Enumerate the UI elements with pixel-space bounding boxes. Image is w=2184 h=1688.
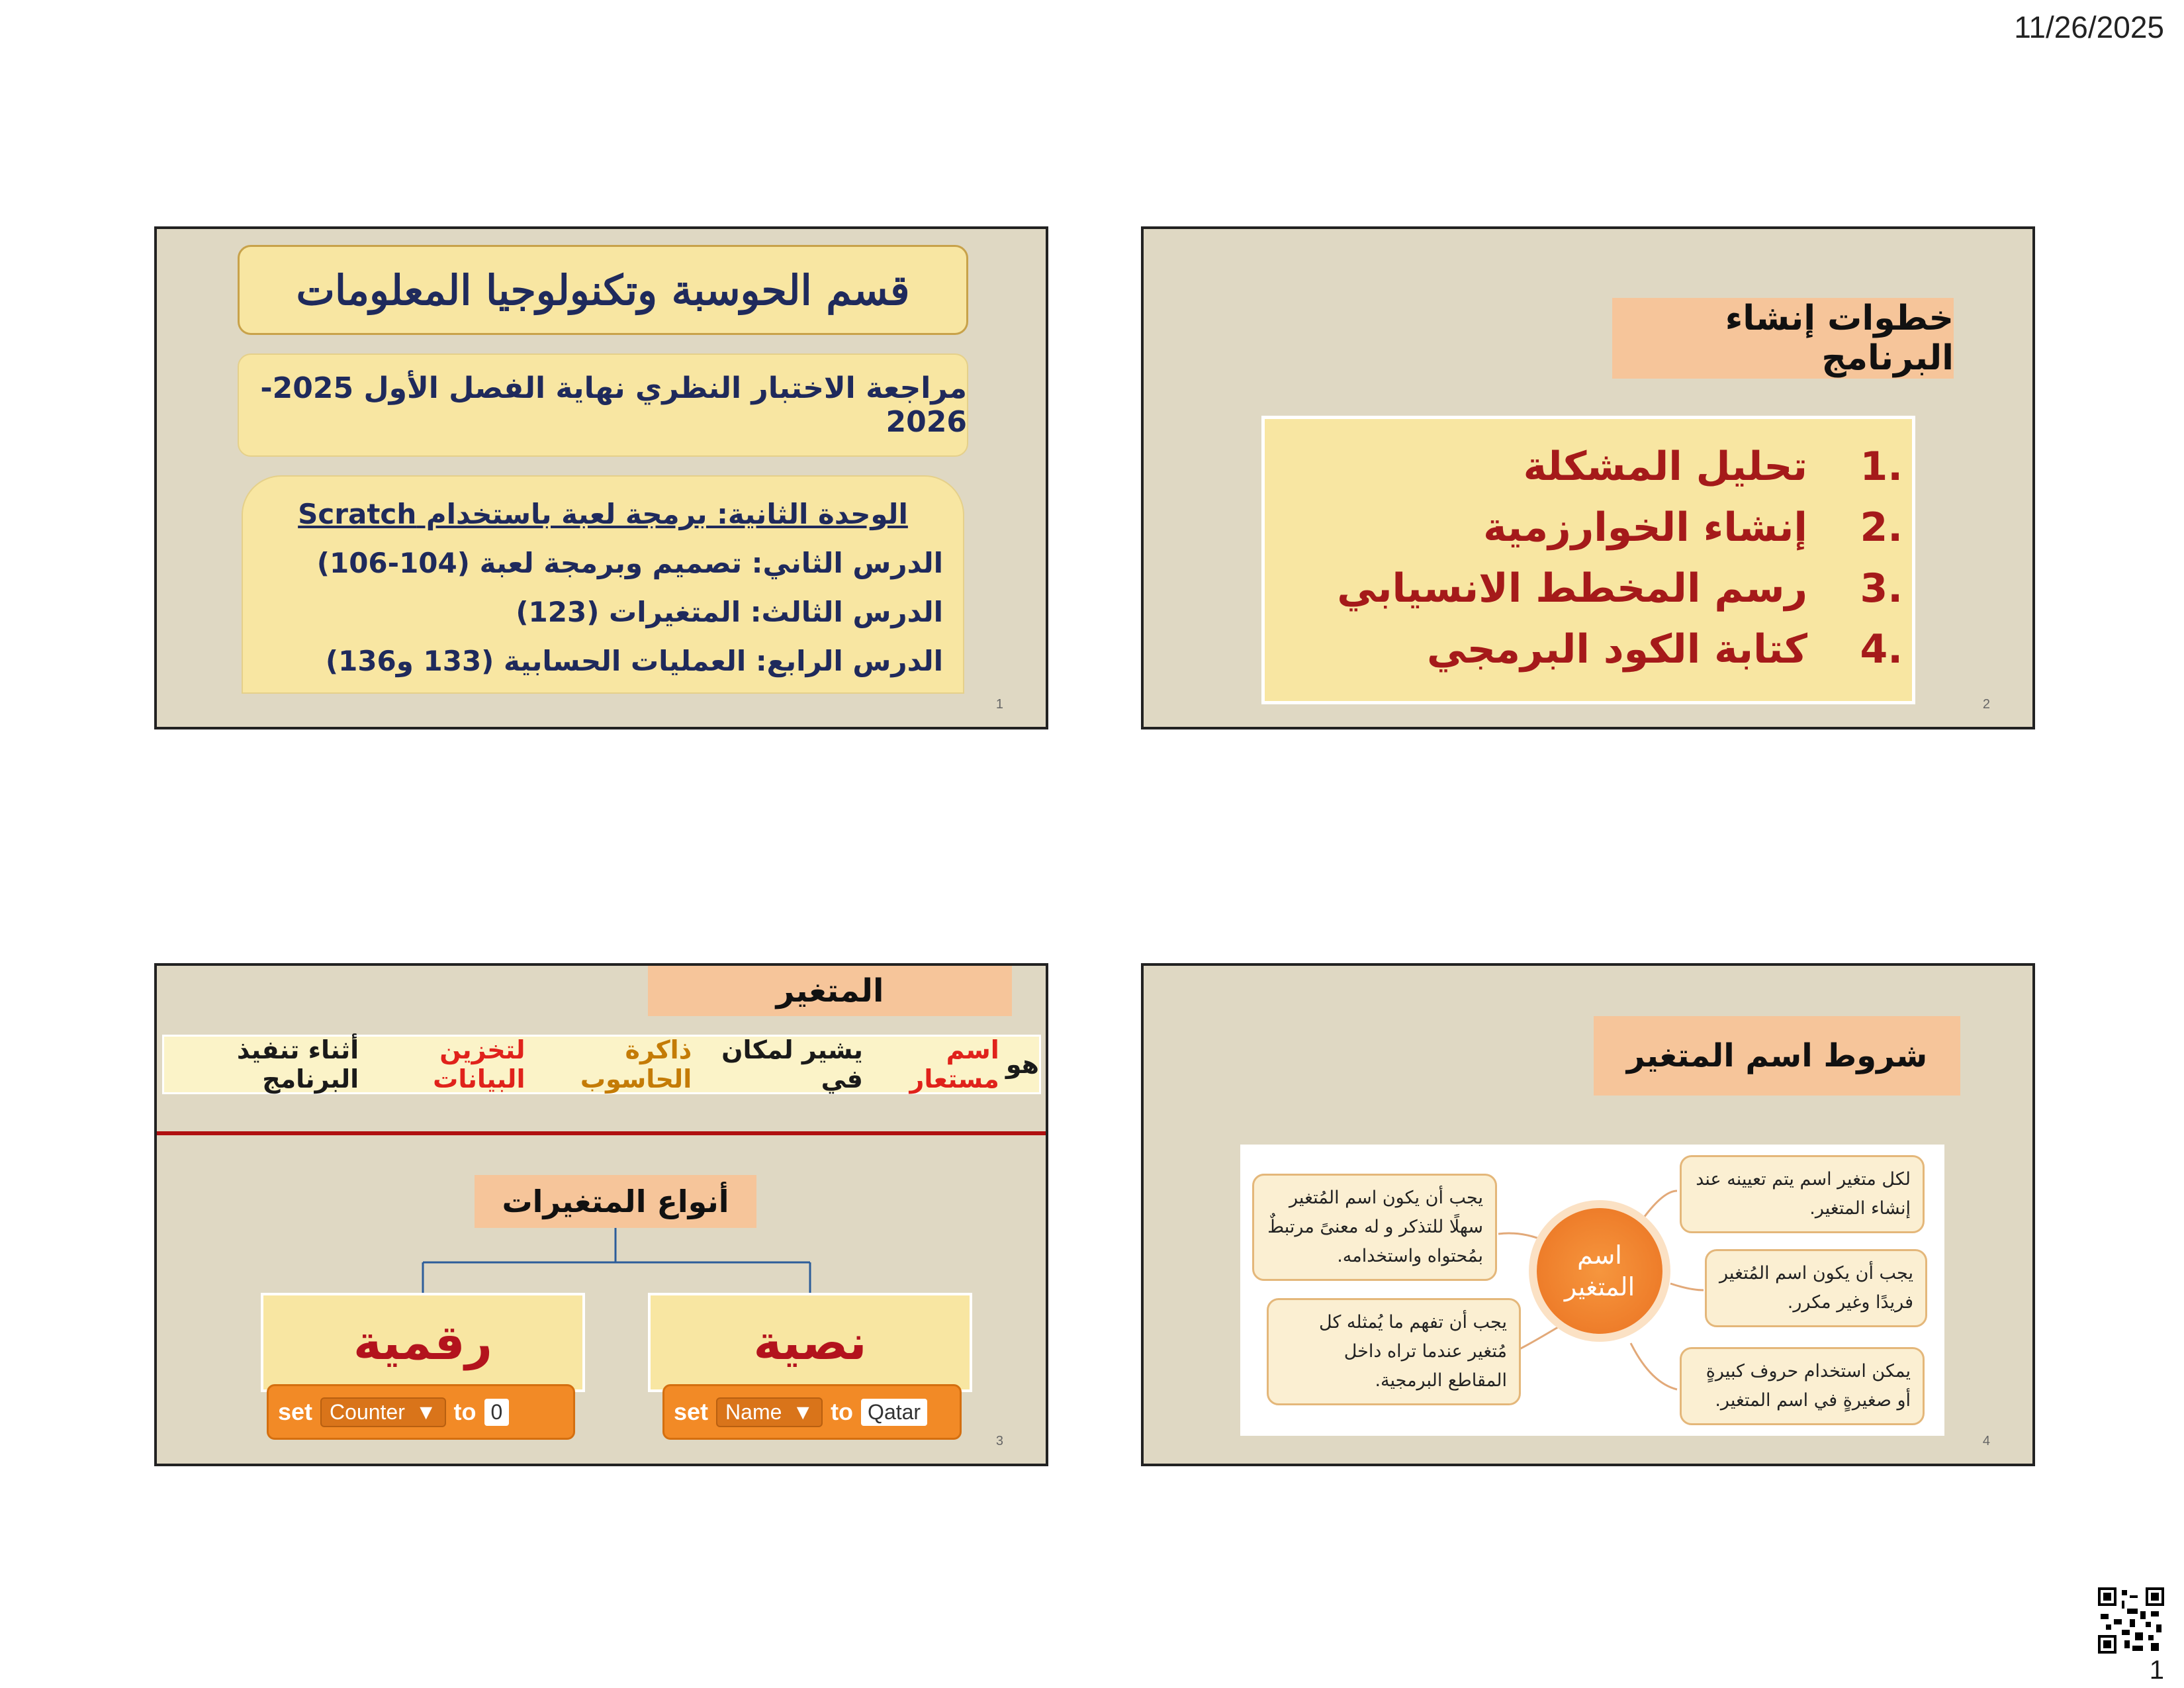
step-text: تحليل المشكلة	[1523, 444, 1807, 490]
step-number: .2	[1860, 504, 1903, 551]
variable-types-title: أنواع المتغيرات	[475, 1175, 756, 1228]
step-item	[1265, 497, 1903, 558]
slide-number: 4	[1982, 1434, 1990, 1448]
slide-number: 1	[995, 697, 1003, 712]
slide-3	[154, 963, 1048, 1466]
def-part: أثناء تنفيذ البرنامج	[236, 1035, 359, 1094]
unit-title: الوحدة الثانية: برمجة لعبة باستخدام Scratch	[298, 498, 908, 530]
lesson-item: الدرس الثالث: المتغيرات (123)	[516, 596, 943, 628]
step-item	[1265, 558, 1903, 619]
numeric-type-box: رقمية	[261, 1293, 585, 1392]
variable-title: المتغير	[648, 966, 1012, 1016]
rule-bubble: يجب أن تفهم ما يُمثله كل مُتغير عندما تراه داخل المقاطع البرمجية.	[1267, 1298, 1521, 1405]
rule-bubble: يمكن استخدام حروف كبيرةٍ أو صغيرةٍ في اسم المتغير.	[1680, 1347, 1925, 1425]
def-part: يشير لمكان في	[721, 1035, 863, 1094]
program-steps-list	[1261, 416, 1915, 704]
dropdown-value: Counter	[330, 1399, 405, 1424]
step-text: رسم المخطط الانسيابي	[1337, 565, 1807, 612]
slide-2	[1141, 226, 2035, 729]
slide-1	[154, 226, 1048, 729]
lesson-item: الدرس الرابع: العمليات الحسابية (133 و136)	[325, 645, 943, 677]
def-highlight: لتخزين البيانات	[433, 1035, 525, 1094]
print-date: 11/26/2025	[2014, 10, 2164, 44]
step-number: .3	[1860, 565, 1903, 612]
dropdown-arrow-icon: ▼	[415, 1399, 437, 1424]
variable-name-rules-title: شروط اسم المتغير	[1594, 1016, 1960, 1096]
variable-dropdown	[716, 1397, 823, 1427]
qr-code-icon	[2098, 1587, 2164, 1654]
dropdown-arrow-icon: ▼	[792, 1399, 814, 1424]
program-steps-title: خطوات إنشاء البرنامج	[1612, 298, 1954, 379]
center-label: اسم المتغير	[1564, 1241, 1635, 1301]
block-keyword: set	[674, 1398, 709, 1425]
def-highlight: اسم مستعار	[909, 1035, 999, 1094]
lesson-item: الدرس الثاني: تصميم وبرمجة لعبة (104-106)	[316, 547, 943, 579]
variable-dropdown	[320, 1397, 446, 1427]
rule-bubble: يجب أن يكون اسم المُتغير فريدًا وغير مكرر.	[1705, 1249, 1927, 1327]
rule-bubble: يجب أن يكون اسم المُتغير سهلًا للتذكر و له معنىً مرتبطٌ بمُحتواه واستخدامه.	[1252, 1174, 1497, 1281]
def-part: هو	[1005, 1050, 1039, 1079]
slide-number: 3	[995, 1434, 1003, 1448]
step-text: إنشاء الخوارزمية	[1483, 504, 1807, 551]
page-number: 1	[2149, 1656, 2164, 1685]
block-keyword: to	[831, 1398, 854, 1425]
variable-name-rules-diagram	[1240, 1145, 1944, 1436]
scratch-set-counter-block	[267, 1384, 575, 1440]
block-value: 0	[484, 1399, 510, 1426]
unit-lessons-box	[242, 475, 964, 694]
slide-4	[1141, 963, 2035, 1466]
slide-number: 2	[1982, 697, 1990, 712]
department-title: قسم الحوسبة وتكنولوجيا المعلومات	[238, 245, 968, 335]
review-subtitle: مراجعة الاختبار النظري نهاية الفصل الأول 2025-2026	[238, 353, 968, 457]
step-item	[1265, 436, 1903, 497]
def-highlight: ذاكرة الحاسوب	[580, 1035, 692, 1094]
step-item	[1265, 619, 1903, 680]
dropdown-value: Name	[725, 1399, 782, 1424]
text-type-box: نصية	[648, 1293, 972, 1392]
block-keyword: set	[278, 1398, 313, 1425]
block-keyword: to	[453, 1398, 477, 1425]
scratch-set-name-block	[662, 1384, 962, 1440]
step-number: .1	[1860, 444, 1903, 490]
block-value: Qatar	[861, 1399, 927, 1426]
step-number: .4	[1860, 626, 1903, 673]
step-text: كتابة الكود البرمجي	[1426, 626, 1807, 673]
rule-bubble: لكل متغير اسم يتم تعيينه عند إنشاء المتغير.	[1680, 1155, 1925, 1233]
variable-name-center	[1537, 1208, 1662, 1334]
